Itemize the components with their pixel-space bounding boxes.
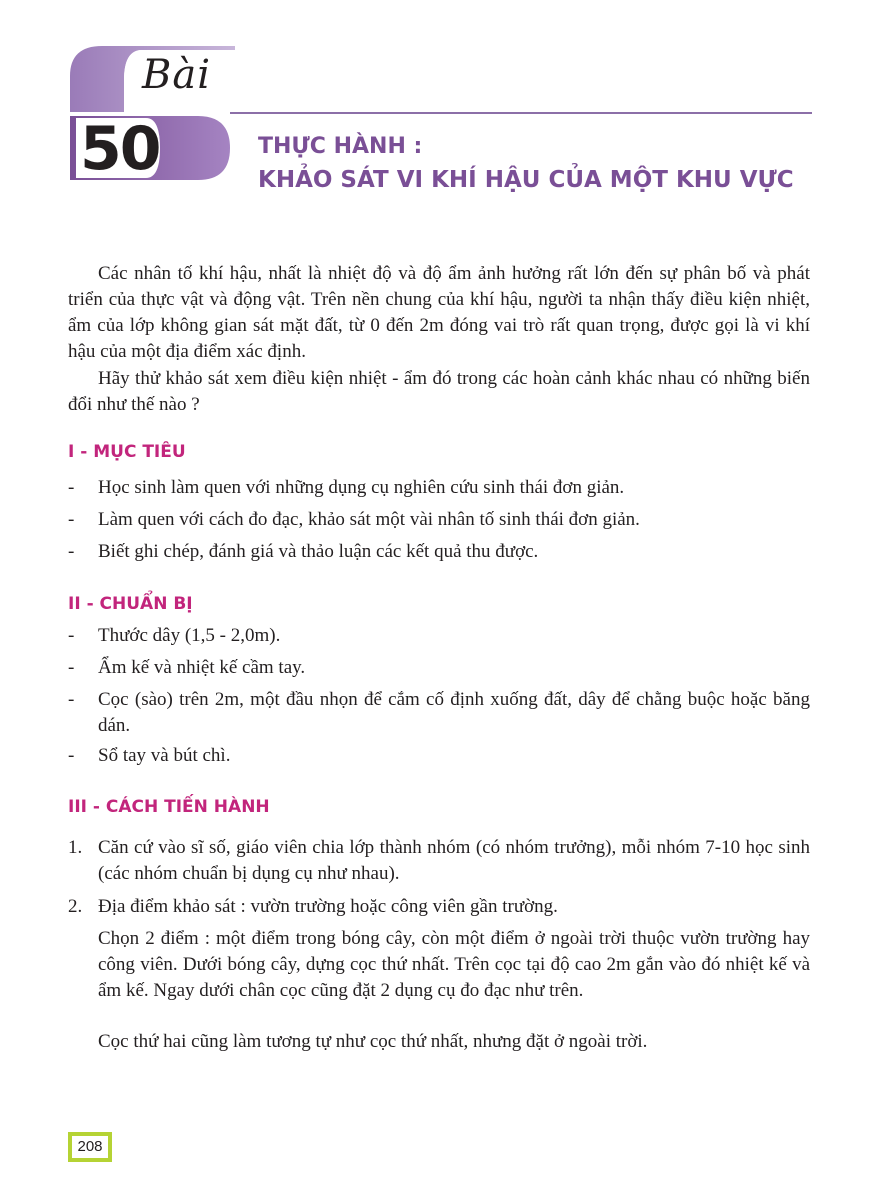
- bullet-mark: -: [68, 541, 75, 562]
- list-item: [68, 687, 810, 739]
- lesson-title-line1: THỰC HÀNH :: [258, 134, 423, 159]
- bullet-mark: -: [68, 477, 75, 498]
- list-item: [68, 475, 810, 501]
- numbered-step: [68, 835, 810, 887]
- step-text: Địa điểm khảo sát : vườn trường hoặc công viên gần trường.: [98, 896, 558, 917]
- list-item-text: Làm quen với cách đo đạc, khảo sát một vài nhân tố sinh thái đơn giản.: [98, 509, 640, 530]
- list-item: [68, 539, 810, 565]
- list-item-text: Thước dây (1,5 - 2,0m).: [98, 625, 281, 646]
- step-number: 2.: [68, 896, 83, 917]
- lesson-title-line2: KHẢO SÁT VI KHÍ HẬU CỦA MỘT KHU VỰC: [258, 167, 794, 193]
- list-item-text: Ẩm kế và nhiệt kế cầm tay.: [98, 657, 306, 678]
- list-item-text: Sổ tay và bút chì.: [98, 745, 231, 766]
- step-detail-paragraph: Cọc thứ hai cũng làm tương tự như cọc thứ nhất, nhưng đặt ở ngoài trời.: [98, 1031, 648, 1052]
- bullet-mark: -: [68, 509, 75, 530]
- step-text: Căn cứ vào sĩ số, giáo viên chia lớp thành nhóm (có nhóm trưởng), mỗi nhóm 7-10 học sinh (các nhóm chuẩn bị dụng cụ như nhau).: [98, 837, 810, 884]
- numbered-step: [68, 894, 810, 920]
- step-detail-paragraph: Chọn 2 điểm : một điểm trong bóng cây, còn một điểm ở ngoài trời thuộc vườn trường hay công viên. Dưới bóng cây, dựng cọc thứ nhất. Trên cọc tại độ cao 2m gắn vào đó nhiệt kế và ẩm kế. Ngay dưới chân cọc cũng đặt 2 dụng cụ đo đạc như trên.: [98, 928, 810, 1001]
- list-item: [68, 507, 810, 533]
- list-item-text: Học sinh làm quen với những dụng cụ nghiên cứu sinh thái đơn giản.: [98, 477, 625, 498]
- list-item: [68, 655, 810, 681]
- bullet-mark: -: [68, 745, 75, 766]
- bullet-mark: -: [68, 689, 75, 710]
- bullet-mark: -: [68, 657, 75, 678]
- list-item: [68, 743, 810, 769]
- bai-label: Bài: [142, 52, 212, 98]
- intro-paragraph: Hãy thử khảo sát xem điều kiện nhiệt - ẩm đó trong các hoàn cảnh khác nhau có những biến đổi như thế nào ?: [68, 368, 810, 415]
- bullet-mark: -: [68, 625, 75, 646]
- lesson-number: 50: [80, 114, 160, 184]
- header-rule: [230, 112, 812, 114]
- section-heading-cach-tien-hanh: III - CÁCH TIẾN HÀNH: [68, 797, 270, 817]
- step-number: 1.: [68, 837, 83, 858]
- section-heading-chuan-bi: II - CHUẨN BỊ: [68, 594, 193, 614]
- list-item-text: Cọc (sào) trên 2m, một đầu nhọn để cắm cố định xuống đất, dây để chằng buộc hoặc băng dán.: [98, 689, 810, 736]
- section-heading-muc-tieu: I - MỤC TIÊU: [68, 442, 186, 462]
- intro-paragraph: Các nhân tố khí hậu, nhất là nhiệt độ và độ ẩm ảnh hưởng rất lớn đến sự phân bố và phát triển của thực vật và động vật. Trên nền chung của khí hậu, người ta nhận thấy điều kiện nhiệt, ẩm của lớp không gian sát mặt đất, từ 0 đến 2m đóng vai trò rất quan trọng, được gọi là vi khí hậu của một địa điểm xác định.: [68, 263, 810, 362]
- list-item-text: Biết ghi chép, đánh giá và thảo luận các kết quả thu được.: [98, 541, 539, 562]
- list-item: [68, 623, 810, 649]
- page-number: 208: [72, 1136, 108, 1158]
